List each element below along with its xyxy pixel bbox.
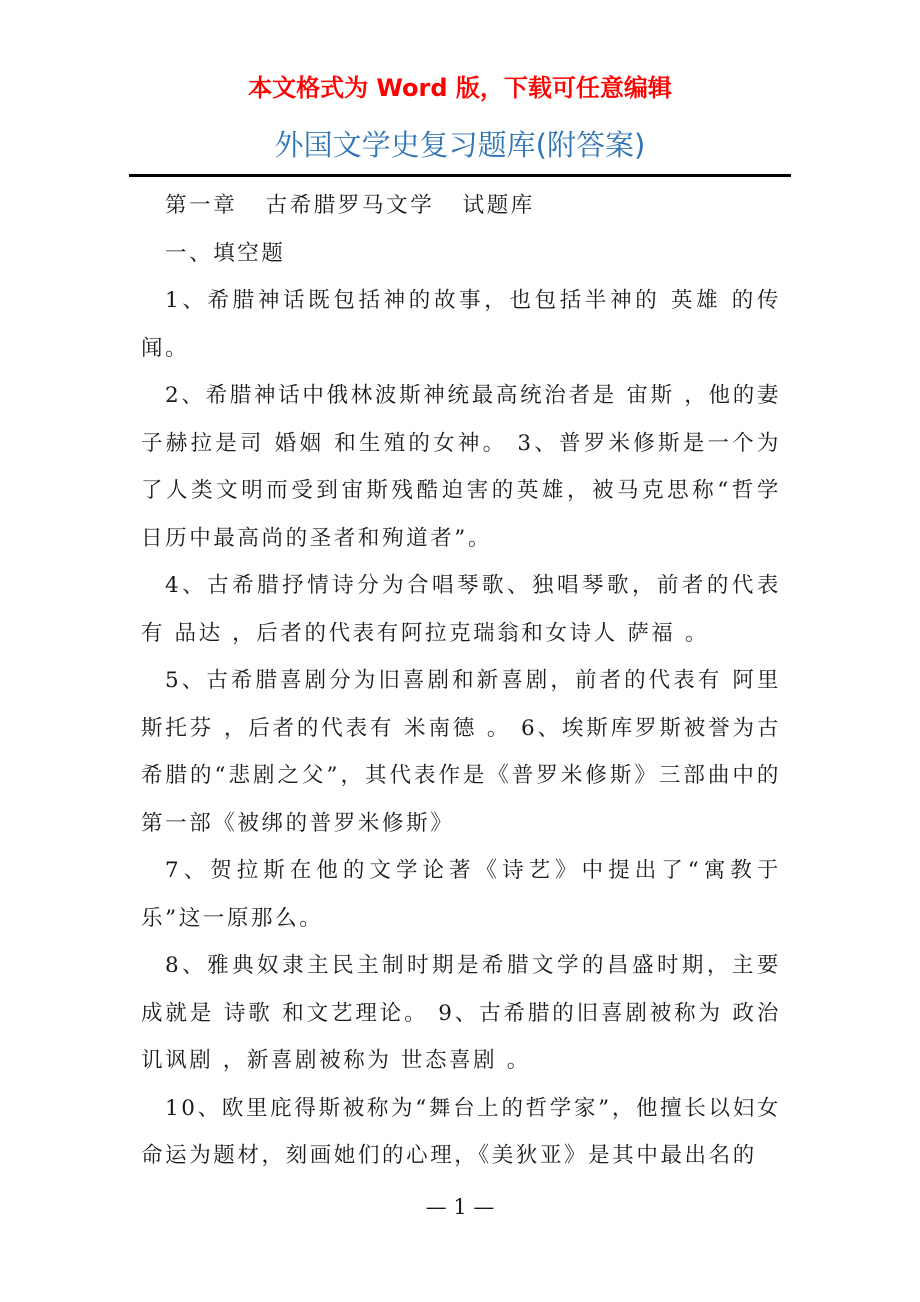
section-heading: 一、填空题 [165,240,286,266]
document-body [141,182,781,1180]
question-paragraph-10: 10、欧里庇得斯被称为“舞台上的哲学家”，他擅长以妇女命运为题材，刻画她们的心理，《美狄亚》是其中最出名的 [141,1095,781,1168]
page-number: — 1 — [425,1195,495,1219]
question-paragraph-5-6: 5、古希腊喜剧分为旧喜剧和新喜剧，前者的代表有 阿里斯托芬 ，后者的代表有 米南德 。 6、埃斯库罗斯被誉为古希腊的“悲剧之父”，其代表作是《普罗米修斯》三部曲中的第一部《被绑的普罗米修斯》 [141,668,781,836]
document-title: 外国文学史复习题库(附答案) [274,128,646,162]
question-paragraph-7: 7、贺拉斯在他的文学论著《诗艺》中提出了“寓教于乐”这一原那么。 [141,858,781,931]
word-format-banner: 本文格式为 Word 版，下载可任意编辑 [248,74,672,102]
question-paragraph-2-3: 2、希腊神话中俄林波斯神统最高统治者是 宙斯 ，他的妻子赫拉是司 婚姻 和生殖的女神。 3、普罗米修斯是一个为了人类文明而受到宙斯残酷迫害的英雄，被马克思称“哲学日历中最高尚的圣者和殉道者”。 [141,383,781,551]
question-paragraph-8-9: 8、雅典奴隶主民主制时期是希腊文学的昌盛时期，主要成就是 诗歌 和文艺理论。 9、古希腊的旧喜剧被称为 政治讥讽剧 ，新喜剧被称为 世态喜剧 。 [141,953,781,1073]
title-divider [129,174,791,177]
question-paragraph-4: 4、古希腊抒情诗分为合唱琴歌、独唱琴歌，前者的代表有 品达 ，后者的代表有阿拉克瑞翁和女诗人 萨福 。 [141,573,781,646]
chapter-heading: 第一章 古希腊罗马文学 试题库 [165,193,535,218]
question-paragraph-1: 1、希腊神话既包括神的故事，也包括半神的 英雄 的传闻。 [141,288,781,361]
